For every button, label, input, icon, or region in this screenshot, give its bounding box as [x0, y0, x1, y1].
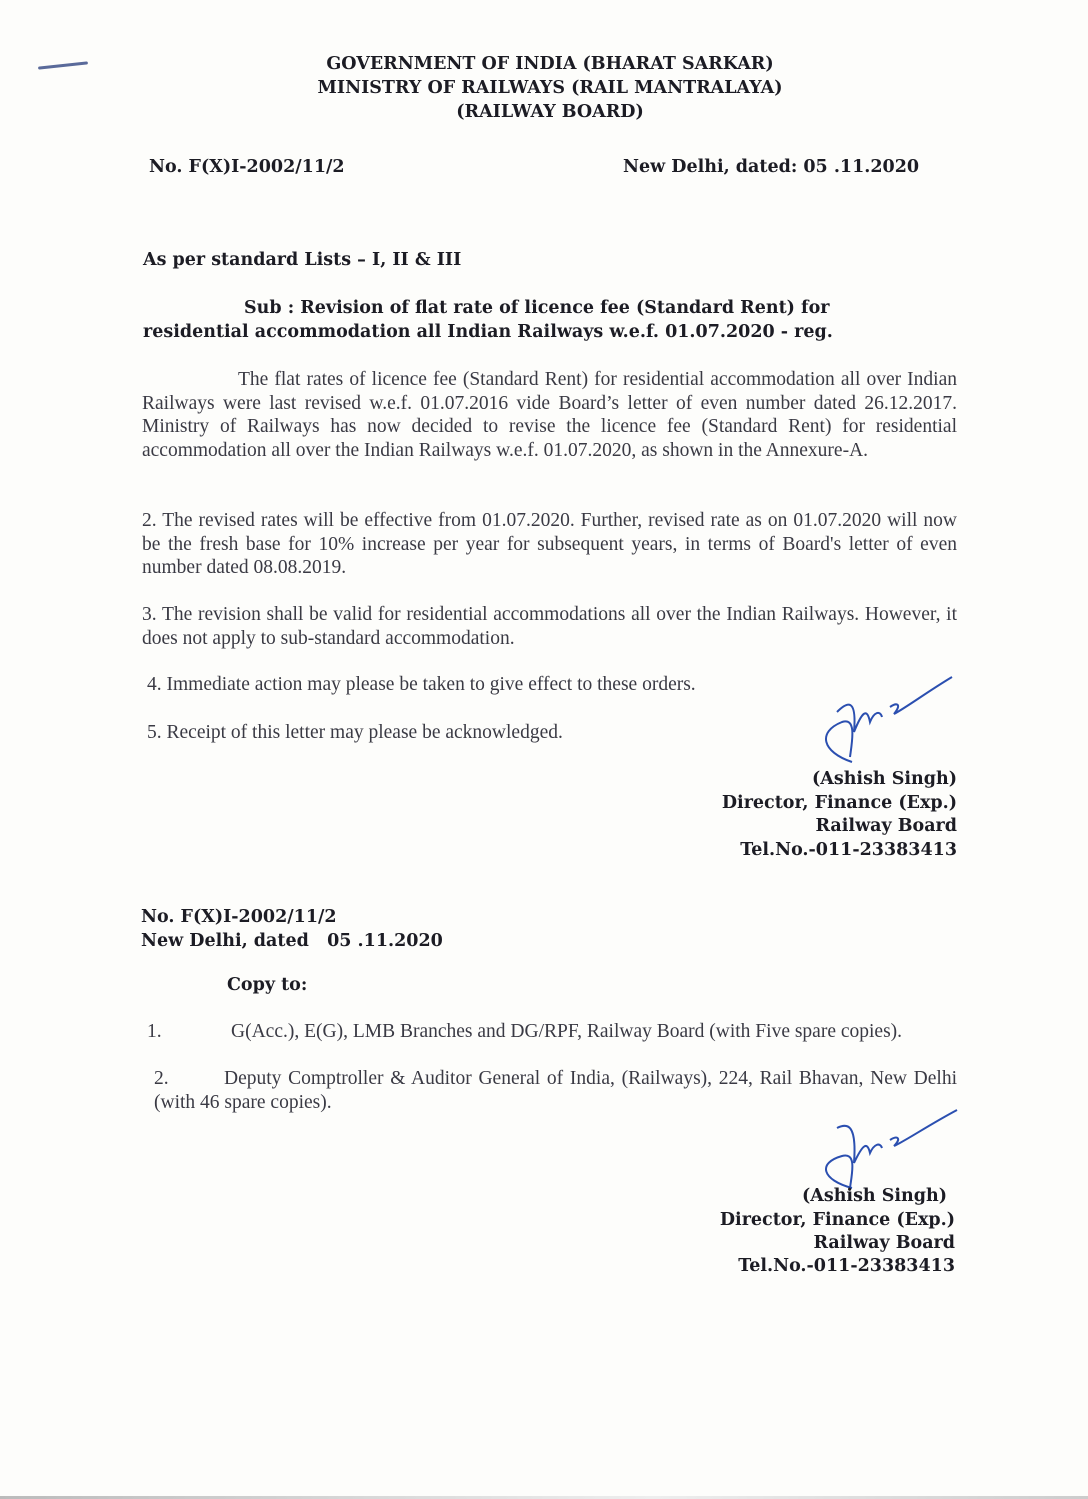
letter-number: No. F(X)I-2002/11/2 [149, 157, 345, 177]
copy-to-heading: Copy to: [227, 975, 308, 995]
header-government: GOVERNMENT OF INDIA (BHARAT SARKAR) [326, 54, 774, 74]
copy-item-1 [147, 1020, 957, 1044]
letter-date: New Delhi, dated: 05 .11.2020 [623, 157, 920, 177]
signature-2-office: Railway Board [813, 1233, 955, 1253]
signature-1-office: Railway Board [815, 816, 957, 836]
copy-item-1-number: 1. [147, 1021, 162, 1042]
addressee: As per standard Lists – I, II & III [143, 250, 462, 270]
signature-2-name: (Ashish Singh) [802, 1186, 947, 1206]
subject-line-2: residential accommodation all Indian Railways w.e.f. 01.07.2020 - reg. [143, 322, 833, 342]
header-ministry: MINISTRY OF RAILWAYS (RAIL MANTRALAYA) [317, 78, 783, 98]
copy-letter-number: No. F(X)I-2002/11/2 [141, 907, 337, 927]
signature-1-tel: Tel.No.-011-23383413 [740, 840, 957, 860]
paragraph-2: 2. The revised rates will be effective from 01.07.2020. Further, revised rate as on 01.07.2020 will now be the fresh base for 10% increase per year for subsequent years, in terms of Board's letter of even number dated 08.08.2019. [142, 510, 957, 578]
subject-line-1: Sub : Revision of flat rate of licence fee (Standard Rent) for [244, 298, 830, 318]
copy-letter-date: New Delhi, dated 05 .11.2020 [141, 931, 443, 951]
signature-1-designation: Director, Finance (Exp.) [721, 793, 957, 813]
paragraph-4: 4. Immediate action may please be taken to give effect to these orders. [147, 674, 696, 695]
paragraph-1: The flat rates of licence fee (Standard Rent) for residential accommodation all over Indian Railways were last revised w.e.f. 01.07.2016 vide Board’s letter of even number dated 26.12.2017. Ministry of Railways has now decided to revise the licence fee (Standard Rent) for residential accommodation all over the Indian Railways w.e.f. 01.07.2020, as shown in the Annexure-A. [142, 369, 957, 461]
signature-2-image [812, 1108, 962, 1198]
copy-item-2 [154, 1067, 957, 1114]
signature-1-name: (Ashish Singh) [812, 769, 957, 789]
copy-item-1-text: G(Acc.), E(G), LMB Branches and DG/RPF, Railway Board (with Five spare copies). [231, 1021, 903, 1042]
signature-2-tel: Tel.No.-011-23383413 [738, 1256, 955, 1276]
paragraph-3: 3. The revision shall be valid for residential accommodations all over the Indian Railways. However, it does not apply to sub-standard accommodation. [142, 604, 957, 649]
paragraph-5: 5. Receipt of this letter may please be acknowledged. [147, 722, 563, 743]
copy-item-2-number: 2. [154, 1068, 169, 1089]
header-board: (RAILWAY BOARD) [456, 102, 644, 122]
copy-item-2-text: Deputy Comptroller & Auditor General of India, (Railways), 224, Rail Bhavan, New Delhi (with 46 spare copies). [154, 1068, 957, 1113]
signature-1-image [812, 672, 962, 772]
signature-2-designation: Director, Finance (Exp.) [719, 1210, 955, 1230]
